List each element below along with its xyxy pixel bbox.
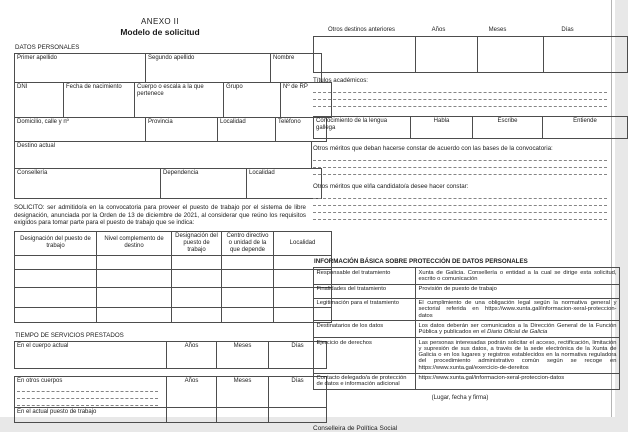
table-cell-empty — [172, 269, 222, 287]
dotted-line — [313, 192, 607, 199]
section-label-datos-personales: DATOS PERSONALES — [15, 44, 80, 51]
col-anos: Años — [167, 341, 217, 368]
tiempo-otros-cuerpos-table — [14, 376, 327, 423]
puestos-table-empty-row — [15, 287, 332, 307]
puestos-col-designacion: Designación del puesto de trabajo — [15, 231, 97, 255]
table-cell-empty — [97, 269, 172, 287]
datos-personales-row-5 — [14, 168, 322, 199]
col-escribe: Escribe — [473, 117, 543, 139]
footer-addressee: Conselleira de Política Social — [313, 425, 398, 432]
dotted-line — [313, 86, 607, 93]
col-entiende: Entiende — [543, 117, 628, 139]
proteccion-row-label: Legitimación para el tratamiento — [314, 298, 416, 321]
table-row — [314, 298, 620, 321]
table-cell-empty — [314, 37, 416, 73]
lengua-gallega-table — [313, 116, 628, 139]
field-actual-puesto: En el actual puesto de trabajo — [15, 407, 167, 422]
field-primer-apellido: Primer apellido — [15, 54, 146, 83]
col-dias: Días — [269, 341, 327, 368]
table-cell-empty — [167, 407, 217, 422]
table-cell-empty — [217, 407, 269, 422]
col-meses: Meses — [488, 27, 507, 33]
proteccion-row-label: Destinatarios de los datos — [314, 321, 416, 338]
proteccion-row-value: Las personas interesadas podrán solicitar el acceso, rectificación, limitación y supresión de sus datos, a través de la sede electrónica de la Xunta de Galicia o en los lugares y registros establecidos en la normativa reguladora del procedimiento administrativo común según se recoge en https://www.xunta.gal/exercicio-de-dereitos — [416, 338, 620, 373]
field-dependencia: Dependencia — [161, 169, 247, 199]
proteccion-row-value: https://www.xunta.gal/informacion-xeral-proteccion-datos — [416, 373, 620, 390]
otros-destinos-header — [313, 27, 607, 34]
table-cell-empty — [222, 287, 274, 307]
table-cell-empty — [478, 37, 544, 73]
col-dias: Días — [269, 376, 327, 407]
proteccion-row-label: Contacto delegado/a de protección de datos e información adicional — [314, 373, 416, 390]
puestos-col-centro: Centro directivo o unidad de la que depende — [222, 231, 274, 255]
proteccion-row-value-text: Los datos deberán ser comunicados a la Dirección General de la Función Pública y publicados en el — [418, 322, 617, 336]
otros-cuerpos-label: En otros cuerpos — [17, 377, 63, 384]
table-cell-empty — [172, 287, 222, 307]
table-cell-empty — [97, 255, 172, 269]
puestos-col-nivel: Nivel complemento de destino — [97, 231, 172, 255]
solicito-paragraph: SOLICITO: ser admitido/a en la convocatoria para proveer el puesto de trabajo por el sistema de libre designación, anunciada por la Orden de 13 de diciembre de 2021, al considerar que reúno los requisitos exigidos para tomar parte para el puesto de trabajo que se indica: — [14, 204, 306, 227]
field-destino-actual: Destino actual — [15, 142, 312, 169]
proteccion-row-value: Provisión de puesto de trabajo — [416, 284, 620, 298]
table-row — [314, 373, 620, 390]
table-row — [314, 284, 620, 298]
page-subtitle: Modelo de solicitud — [120, 27, 200, 37]
table-cell-empty — [15, 307, 97, 322]
proteccion-row-value: Xunta de Galicia. Consellería o entidad a la cual se dirige esta solicitud, escrito o comunicación — [416, 268, 620, 285]
puestos-table-empty-row — [15, 255, 332, 269]
table-cell-empty — [222, 255, 274, 269]
field-dni: DNI — [15, 83, 64, 118]
col-anos: Años — [431, 27, 446, 33]
field-provincia: Provincia — [146, 118, 218, 142]
puestos-table-empty-row — [15, 269, 332, 287]
dotted-line — [313, 213, 607, 220]
table-cell-empty — [97, 307, 172, 322]
datos-personales-row-3 — [14, 117, 327, 142]
proteccion-row-label: Finalidades del tratamiento — [314, 284, 416, 298]
left-column — [14, 0, 316, 423]
dotted-line — [313, 161, 607, 168]
puestos-table-header-row — [15, 231, 332, 255]
titulos-academicos-label: Títulos académicos: — [313, 77, 369, 84]
table-cell-empty — [222, 269, 274, 287]
table-cell-empty — [15, 287, 97, 307]
col-anos: Años — [167, 376, 217, 407]
puestos-table — [14, 231, 332, 323]
field-conselleria: Consellería — [15, 169, 161, 199]
section-label-tiempo-servicios: TIEMPO DE SERVICIOS PRESTADOS — [15, 331, 124, 339]
table-cell-empty — [416, 37, 478, 73]
col-habla: Habla — [411, 117, 473, 139]
field-localidad: Localidad — [218, 118, 276, 142]
datos-personales-row-4 — [14, 141, 312, 169]
otros-destinos-table — [313, 36, 628, 73]
field-cuerpo-actual: En el cuerpo actual — [15, 341, 167, 368]
field-grupo: Grupo — [224, 83, 281, 118]
dotted-line — [17, 385, 158, 392]
field-telefono: Teléfono — [276, 118, 327, 142]
dotted-line — [17, 392, 158, 399]
field-nombre: Nombre — [271, 54, 322, 83]
col-meses: Meses — [217, 341, 269, 368]
otros-destinos-label: Otros destinos anteriores — [327, 27, 396, 33]
dotted-line — [313, 93, 607, 100]
dotted-line — [313, 154, 607, 161]
table-cell-empty — [172, 307, 222, 322]
puestos-table-empty-row — [15, 307, 332, 322]
table-row — [314, 268, 620, 285]
right-column — [313, 0, 617, 432]
table-cell-empty — [15, 269, 97, 287]
field-fecha-nacimiento: Fecha de nacimiento — [64, 83, 135, 118]
otros-meritos-bases-label: Otros méritos que deban hacerse constar de acuerdo con las bases de la convocatoria: — [313, 145, 553, 152]
dotted-line — [313, 168, 607, 175]
table-row — [314, 338, 620, 373]
proteccion-datos-title: INFORMACIÓN BÁSICA SOBRE PROTECCIÓN DE DATOS PERSONALES — [314, 258, 528, 265]
puestos-col-localidad: Localidad — [274, 231, 332, 255]
col-meses: Meses — [217, 376, 269, 407]
dotted-line — [17, 399, 158, 406]
proteccion-datos-table — [313, 267, 620, 390]
proteccion-row-label: Responsable del tratamiento — [314, 268, 416, 285]
table-cell-empty — [544, 37, 628, 73]
table-row — [314, 321, 620, 338]
dotted-line — [313, 206, 607, 213]
page-title: ANEXO II — [141, 17, 179, 26]
proteccion-row-value: El cumplimiento de una obligación legal según la normativa general y sectorial referida en https://www.xunta.gal/informacion-xeral-proteccion-datos — [416, 298, 620, 321]
table-cell-empty — [172, 255, 222, 269]
field-otros-cuerpos — [15, 376, 167, 407]
table-cell-empty — [97, 287, 172, 307]
table-cell-empty — [222, 307, 274, 322]
datos-personales-row-1 — [14, 53, 322, 83]
field-localidad-2: Localidad — [247, 169, 322, 199]
tiempo-cuerpo-actual-table — [14, 341, 327, 369]
table-cell-empty — [15, 255, 97, 269]
lugar-fecha-firma-label: (Lugar, fecha y firma) — [431, 395, 489, 402]
proteccion-row-value-italic: Diario Oficial de Galicia — [487, 329, 548, 336]
col-dias: Días — [561, 27, 574, 33]
field-domicilio: Domicilio, calle y nº — [15, 118, 146, 142]
field-num-rp: Nº de RP — [281, 83, 332, 118]
puestos-col-designacion-2: Designación del puesto de trabajo — [172, 231, 222, 255]
otros-meritos-candidato-label: Otros méritos que el/la candidato/a desee hacer constar: — [313, 183, 469, 190]
lengua-gallega-label: Conocimiento de la lengua gallega — [314, 117, 411, 139]
dotted-line — [313, 100, 607, 107]
field-segundo-apellido: Segundo apellido — [146, 54, 271, 83]
proteccion-row-label: Ejercicio de derechos — [314, 338, 416, 373]
proteccion-row-value — [416, 321, 620, 338]
field-cuerpo-escala: Cuerpo o escala a la que pertenece — [135, 83, 224, 118]
dotted-line — [313, 199, 607, 206]
datos-personales-row-2 — [14, 82, 332, 118]
